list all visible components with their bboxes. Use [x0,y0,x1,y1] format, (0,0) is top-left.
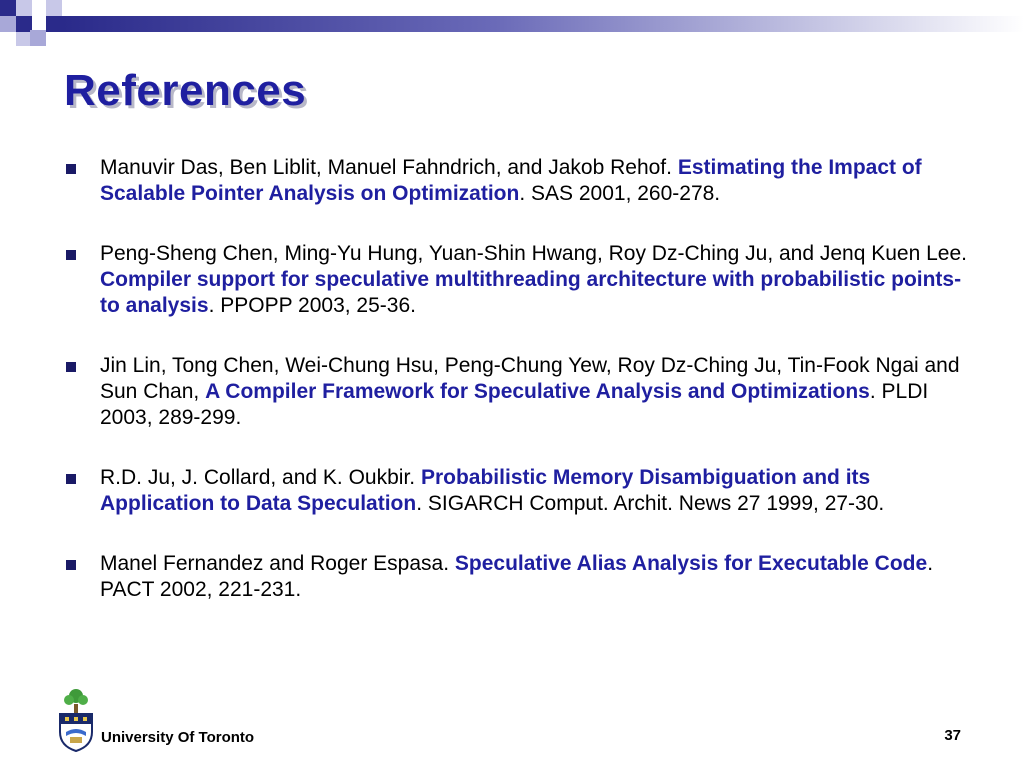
reference-item [60,155,970,207]
square-bullet-icon [66,250,76,260]
reference-title: Estimating the Impact of Scalable Pointer Analysis on Optimization [100,156,922,205]
reference-item [60,551,970,603]
reference-list [60,155,970,603]
reference-authors: Peng-Sheng Chen, Ming-Yu Hung, Yuan-Shin Hwang, Roy Dz-Ching Ju, and Jenq Kuen Lee. [100,242,967,265]
reference-venue: . PPOPP 2003, 25-36. [208,294,416,317]
reference-item [60,465,970,517]
decor-square [16,32,30,46]
square-bullet-icon [66,362,76,372]
reference-venue: . PACT 2002, 221-231. [100,552,934,601]
reference-authors: Jin Lin, Tong Chen, Wei-Chung Hsu, Peng-Chung Yew, Roy Dz-Ching Ju, Tin-Fook Ngai and Sun Chan, [100,354,960,403]
reference-venue: . PLDI 2003, 289-299. [100,380,929,429]
reference-venue: . SIGARCH Comput. Archit. News 27 1999, 27-30. [416,492,885,515]
decor-square [32,0,48,16]
header-decoration [0,0,1024,60]
reference-title: Probabilistic Memory Disambiguation and its Application to Data Speculation [100,466,871,515]
reference-title: A Compiler Framework for Speculative Analysis and Optimizations [205,380,870,403]
footer-text: University Of Toronto [101,729,255,746]
university-crest-logo [56,688,96,752]
reference-title: Speculative Alias Analysis for Executable Code [454,552,928,575]
decor-square [46,16,62,32]
page-number: 37 [944,727,961,744]
decor-square [0,0,16,16]
reference-authors: R.D. Ju, J. Collard, and K. Oukbir. [100,466,421,489]
decor-square [46,0,62,16]
reference-authors: Manuvir Das, Ben Liblit, Manuel Fahndrich, and Jakob Rehof. [100,156,678,179]
gradient-bar [62,16,1024,32]
reference-venue: . SAS 2001, 260-278. [519,182,721,205]
reference-item [60,241,970,319]
slide-title: References [64,66,307,115]
decor-square [16,0,32,16]
decor-square [0,16,16,32]
square-bullet-icon [66,474,76,484]
square-bullet-icon [66,164,76,174]
reference-item [60,353,970,431]
decor-square [16,16,32,32]
decor-square [30,30,46,46]
reference-authors: Manel Fernandez and Roger Espasa. [100,552,455,575]
square-bullet-icon [66,560,76,570]
reference-title: Compiler support for speculative multithreading architecture with probabilistic points-to analysis [100,268,962,317]
